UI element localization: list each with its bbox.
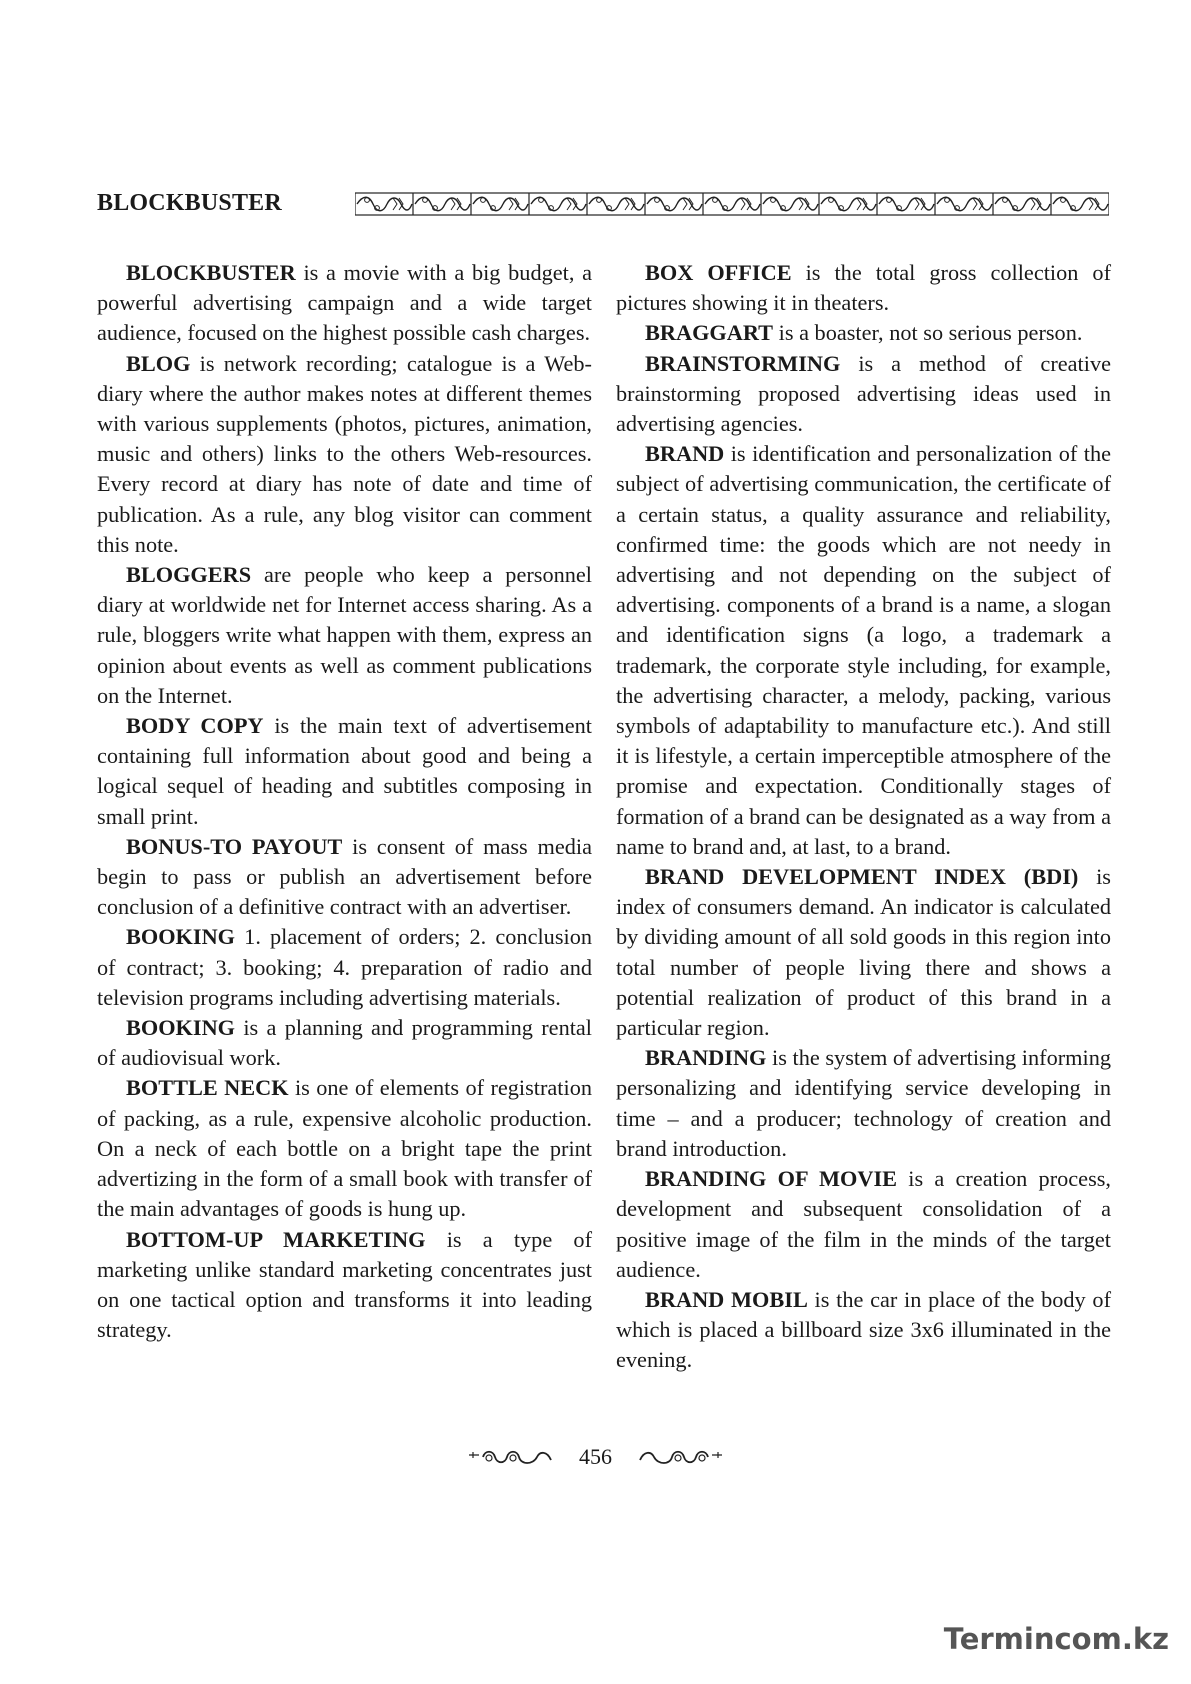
entry-definition: is the main text of advertisement containing full information about good and being a logical sequel of heading and subtitles composing in small print. — [97, 713, 592, 829]
entry-term: BRANDING OF MOVIE — [645, 1166, 898, 1192]
entry-term: BOTTLE NECK — [126, 1075, 289, 1101]
entry-term: BRAND DEVELOPMENT INDEX (BDI) — [645, 864, 1079, 890]
glossary-entry — [616, 318, 1111, 348]
page-footer — [0, 1444, 1191, 1474]
glossary-entry — [616, 1043, 1111, 1164]
entry-term: BOOKING — [126, 1015, 236, 1041]
entry-term: BLOGGERS — [126, 562, 252, 588]
glossary-entry — [97, 832, 592, 923]
glossary-entry — [97, 1073, 592, 1224]
glossary-entry — [97, 1013, 592, 1073]
entry-term: BOX OFFICE — [645, 260, 792, 285]
running-head-word: BLOCKBUSTER — [97, 190, 282, 216]
entry-term: BRAINSTORMING — [645, 350, 841, 376]
entry-term: BLOG — [126, 350, 191, 376]
entry-definition: is one of elements of registration of packing, as a rule, expensive alcoholic production. On a neck of each bottle on a bright tape the print advertizing in the form of a small book with transfer of the main advantages of goods is hung up. — [97, 1075, 592, 1222]
entry-definition: is the car in place of the body of which is placed a billboard size 3x6 illuminated in the evening. — [616, 1286, 1111, 1373]
running-head — [97, 190, 1109, 226]
right-flourish-icon — [634, 1446, 724, 1468]
glossary-entry — [97, 1225, 592, 1346]
glossary-entry — [616, 1285, 1111, 1376]
entry-definition: is a planning and programming rental of audiovisual work. — [97, 1015, 592, 1071]
ornament-band-icon — [355, 192, 1109, 216]
page-number: 456 — [579, 1444, 612, 1469]
glossary-entry — [97, 711, 592, 832]
entry-definition: is a type of marketing unlike standard marketing concentrates just on one tactical option and transforms it into leading strategy. — [97, 1226, 592, 1343]
entry-term: BRAND — [645, 441, 725, 467]
entry-definition: is the system of advertising informing personalizing and identifying service developing in time – and a producer; technology of creation and brand introduction. — [616, 1045, 1111, 1161]
entry-definition: is a movie with a big budget, a powerful advertising campaign and a wide target audience, focused on the highest possible cash charges. — [97, 260, 592, 346]
entry-definition: is network recording; catalogue is a Web-diary where the author makes notes at different themes with various supplements (photos, pictures, animation, music and others) links to the others Web-resources. Every record at diary has note of date and time of publication. As a rule, any blog visitor can comment this note. — [97, 350, 592, 557]
entry-term: BONUS-TO PAYOUT — [126, 833, 343, 859]
glossary-entry — [97, 922, 592, 1013]
entry-term: BOTTOM-UP MARKETING — [126, 1226, 426, 1252]
entry-term: BRAND MOBIL — [645, 1286, 808, 1312]
left-flourish-icon — [467, 1446, 557, 1468]
entry-definition: is a creation process, development and subsequent consolidation of a positive image of the film in the minds of the target audience. — [616, 1166, 1111, 1282]
glossary-entry — [616, 862, 1111, 1043]
glossary-entry — [97, 258, 592, 349]
entry-definition: is the total gross collection of pictures showing it in theaters. — [616, 260, 1111, 316]
entry-definition: is identification and personalization of the subject of advertising communication, the certificate of a certain status, a quality assurance and reliability, confirmed time: the goods which are not needy in advertising and not depending on the subject of advertising. components of a brand is a name, a slogan and identification signs (a logo, a trademark a trademark, the corporate style including, for example, the advertising character, a melody, packing, various symbols of adaptability to manufacture etc.). And still it is lifestyle, a certain imperceptible atmosphere of the promise and expectation. Conditionally stages of formation of a brand can be designated as a way from a name to brand and, at last, to a brand. — [616, 441, 1111, 859]
right-column — [616, 258, 1111, 1376]
entry-definition: is consent of mass media begin to pass or publish an advertisement before conclusion of a definitive contract with an advertiser. — [97, 833, 592, 920]
entry-term: BRAGGART — [645, 320, 774, 346]
entry-term: BRANDING — [645, 1045, 767, 1071]
entry-term: BOOKING — [126, 924, 236, 950]
glossary-entry — [97, 560, 592, 711]
entry-definition: is a boaster, not so serious person. — [773, 320, 1083, 346]
glossary-entry — [616, 1164, 1111, 1285]
left-column — [97, 258, 592, 1345]
entry-definition: is index of consumers demand. An indicator is calculated by dividing amount of all sold goods in this region into total number of people living there and shows a potential realization of product of this brand in a particular region. — [616, 864, 1111, 1041]
glossary-entry — [616, 439, 1111, 862]
entry-definition: 1. placement of orders; 2. conclusion of contract; 3. booking; 4. preparation of radio and television programs including advertising materials. — [97, 924, 592, 1010]
site-watermark: Termincom.kz — [943, 1622, 1169, 1656]
glossary-entry — [97, 349, 592, 560]
glossary-entry — [616, 258, 1111, 318]
glossary-entry — [616, 349, 1111, 440]
entry-definition: are people who keep a personnel diary at worldwide net for Internet access sharing. As a rule, bloggers write what happen with them, express an opinion about events as well as comment publications on the Internet. — [97, 562, 592, 708]
entry-term: BLOCKBUSTER — [126, 260, 296, 285]
entry-term: BODY COPY — [126, 713, 264, 739]
entry-definition: is a method of creative brainstorming proposed advertising ideas used in advertising agencies. — [616, 350, 1111, 437]
